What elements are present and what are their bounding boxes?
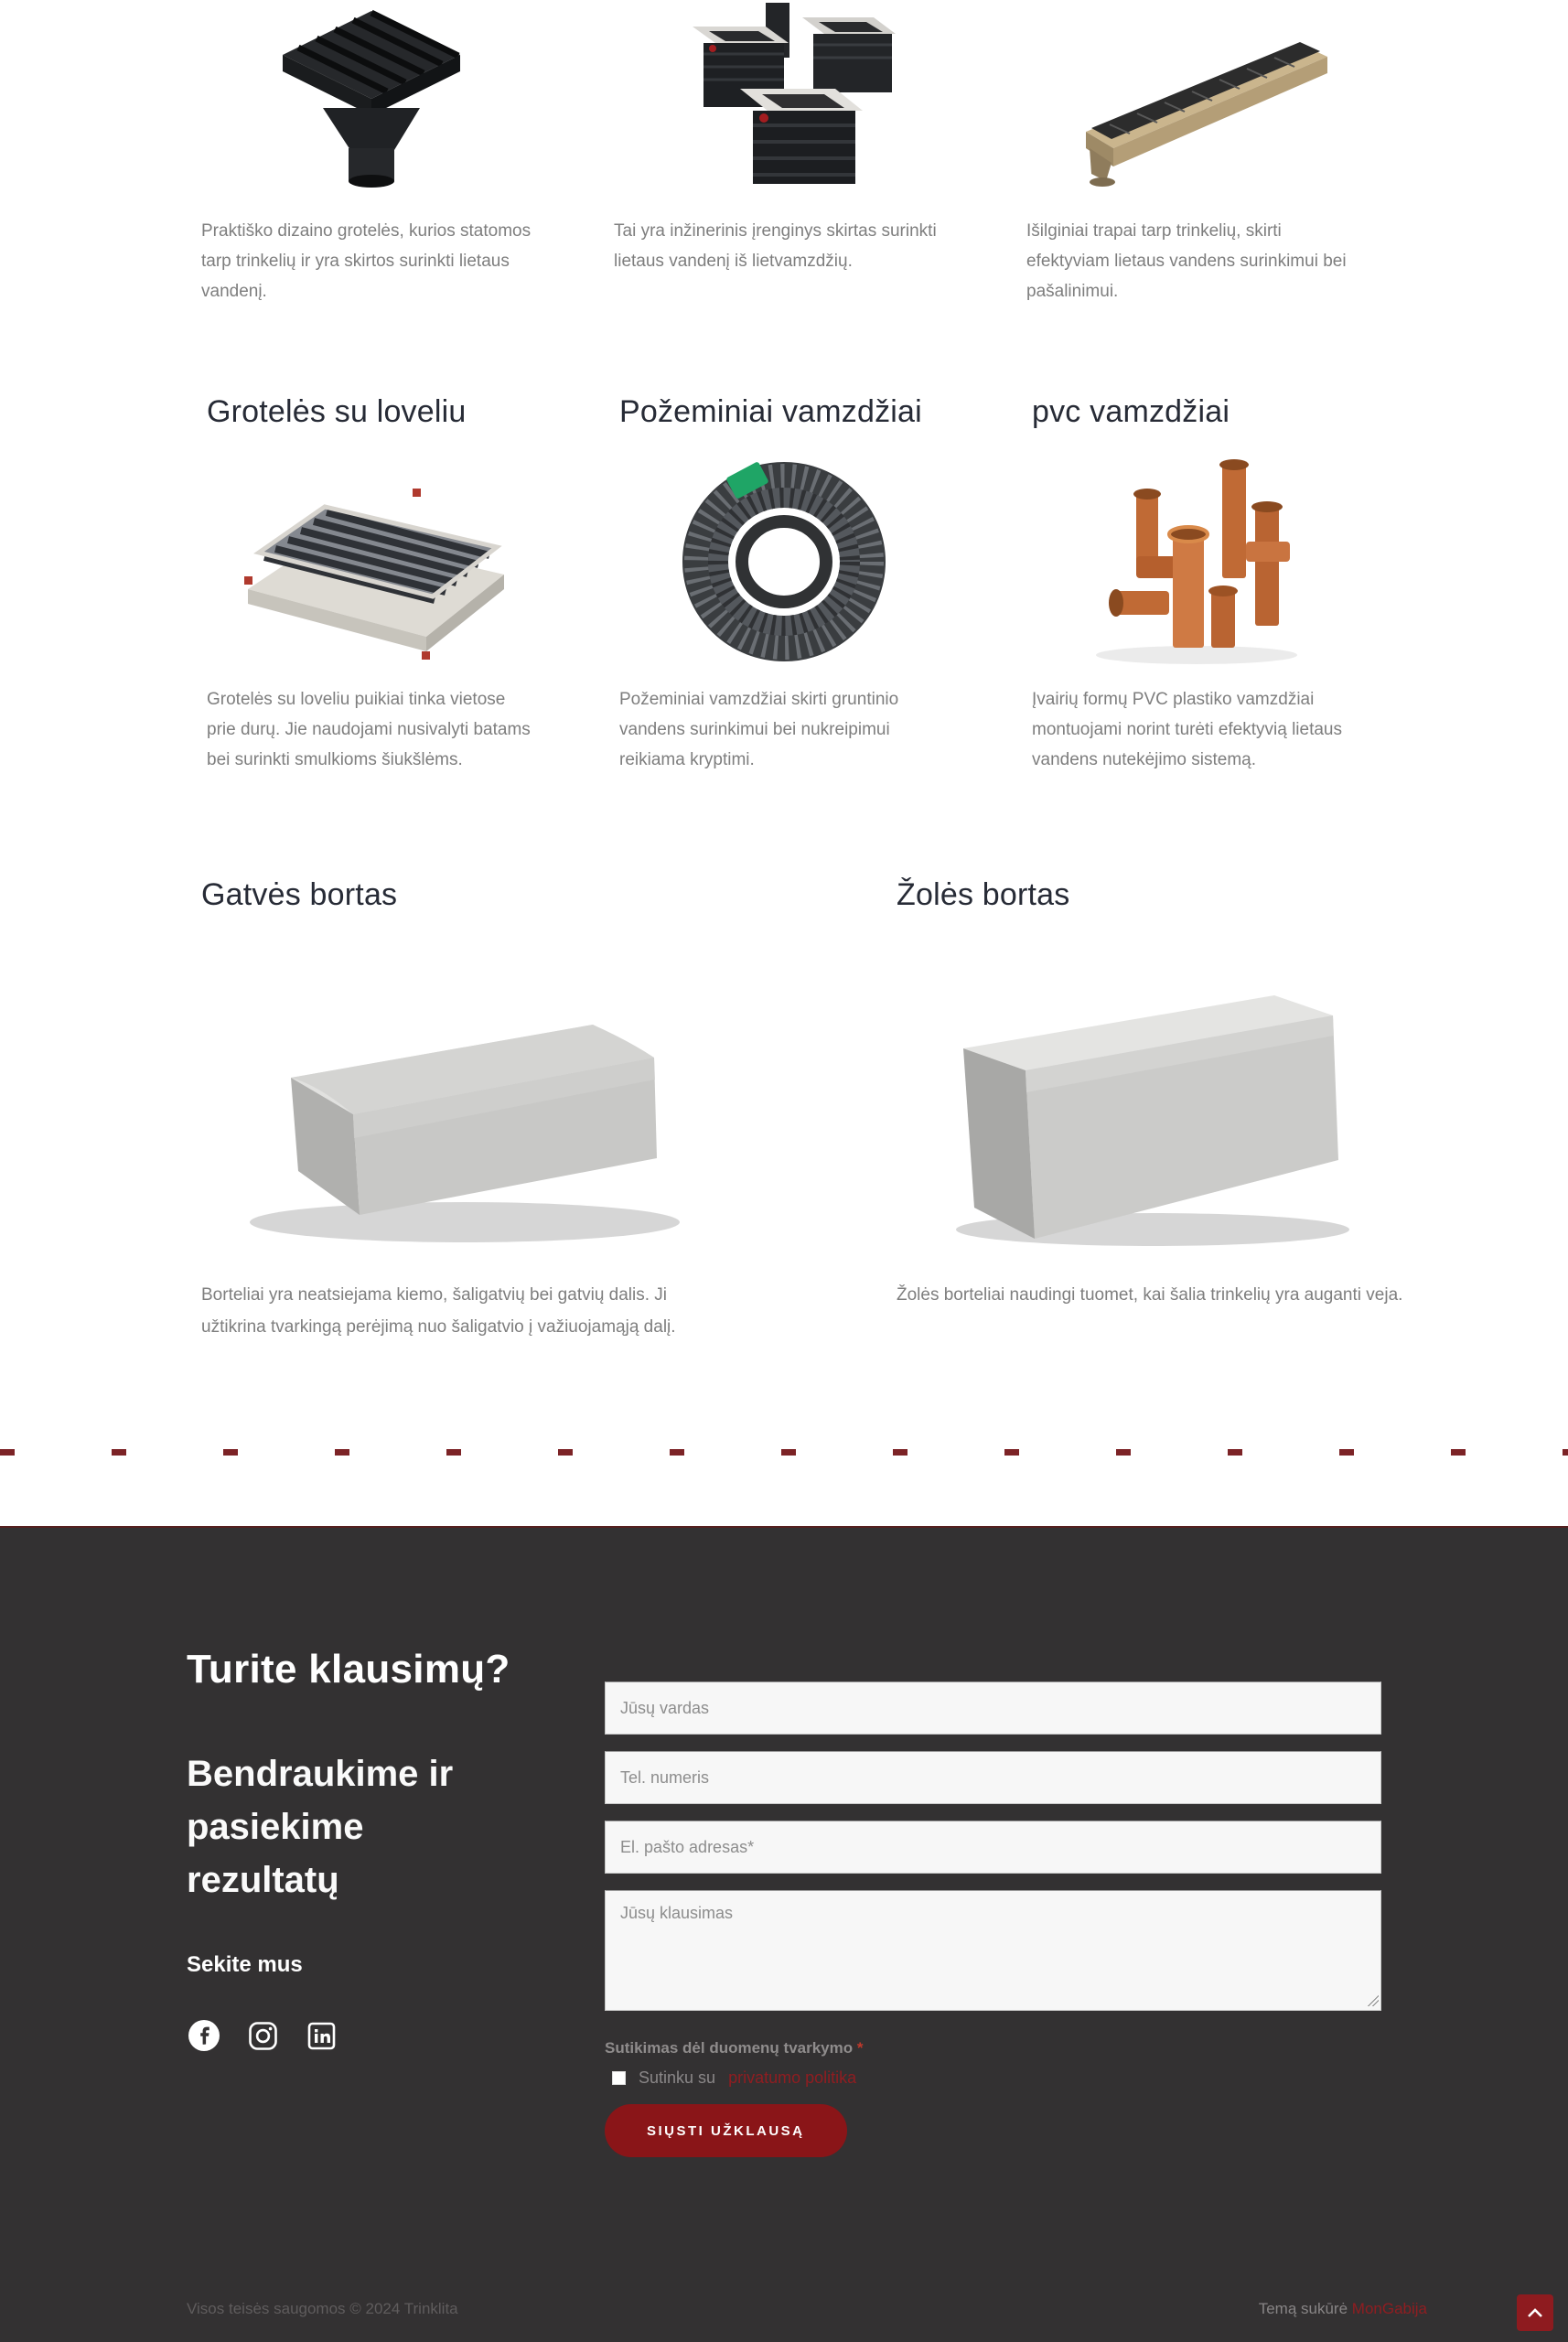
product-card — [166, 394, 578, 775]
product-description: Tai yra inžinerinis įrenginys skirtas surinkti lietaus vandenį iš lietvamzdžių. — [614, 221, 937, 271]
email-input[interactable] — [605, 1821, 1381, 1874]
product-description: Praktiško dizaino grotelės, kurios statomos tarp trinkelių ir yra skirtos surinkti lietaus vandenį. — [201, 221, 532, 301]
products-row-3 — [201, 877, 1568, 1343]
consent-checkbox[interactable] — [612, 2071, 626, 2085]
product-description: Įvairių formų PVC plastiko vamzdžiai montuojami norint turėti efektyvią lietaus vandens nutekėjimo sistemą. — [1032, 690, 1342, 769]
contact-form — [605, 1681, 1381, 2157]
street-curb-image — [201, 922, 727, 1274]
product-title: Požeminiai vamzdžiai — [619, 394, 922, 429]
message-textarea[interactable] — [605, 1890, 1381, 2011]
product-title: Grotelės su loveliu — [207, 394, 467, 429]
consent-label — [605, 2039, 1381, 2057]
rain-catch-basins-image — [614, 0, 954, 188]
required-asterisk: * — [856, 2039, 864, 2057]
scroll-to-top-button[interactable] — [1517, 2294, 1553, 2331]
phone-input[interactable] — [605, 1751, 1381, 1804]
product-card — [991, 394, 1403, 775]
linkedin-icon[interactable] — [304, 2018, 338, 2053]
message-field-wrapper — [605, 1890, 1381, 2011]
product-card — [578, 394, 991, 775]
theme-author-link[interactable]: MonGabija — [1351, 2300, 1427, 2317]
products-row-1 — [166, 0, 1403, 306]
product-description: Išilginiai trapai tarp trinkelių, skirti efektyviam lietaus vandens surinkimui bei pašalinimui. — [1026, 221, 1347, 301]
product-description: Grotelės su loveliu puikiai tinka vietose prie durų. Jie naudojami nusivalyti batams bei surinkti smulkioms šiukšlėms. — [207, 690, 531, 769]
product-description: Požeminiai vamzdžiai skirti gruntinio vandens surinkimui bei nukreipimui reikiama kryptimi. — [619, 690, 899, 769]
product-title: Gatvės bortas — [201, 877, 398, 912]
consent-text: Sutinku su — [639, 2068, 716, 2087]
product-card — [897, 877, 1445, 1343]
product-title: Žolės bortas — [897, 877, 1070, 912]
products-row-2 — [166, 394, 1403, 775]
theme-credit — [1259, 2300, 1427, 2318]
follow-us-label: Sekite mus — [187, 1952, 303, 1977]
doormat-grate-tray-image — [207, 446, 536, 675]
social-links — [187, 2018, 553, 2053]
footer-heading-questions: Turite klausimų? — [187, 1647, 510, 1692]
pvc-fittings-image — [1032, 446, 1361, 675]
send-request-button[interactable]: SIŲSTI UŽKLAUSĄ — [605, 2104, 847, 2157]
product-description: Borteliai yra neatsiejama kiemo, šaligatvių bei gatvių dalis. Ji užtikrina tvarkingą perėjimą nuo šaligatvio į važiuojamąją dalį. — [201, 1285, 676, 1337]
product-title: pvc vamzdžiai — [1032, 394, 1230, 429]
consent-row — [605, 2068, 1381, 2088]
footer-contact-intro — [187, 1647, 553, 2157]
theme-credit-text: Temą sukūrė — [1258, 2300, 1348, 2317]
copyright-text: Visos teisės saugomos © 2024 Trinklita — [187, 2300, 458, 2317]
privacy-policy-link[interactable]: privatumo politika — [728, 2068, 857, 2087]
footer-heading-cta: Bendraukime ir pasiekime rezultatų — [187, 1754, 454, 1900]
product-card — [201, 877, 897, 1343]
product-description: Žolės borteliai naudingi tuomet, kai šalia trinkelių yra auganti veja. — [897, 1285, 1403, 1305]
paving-grate-drain-image — [201, 0, 542, 188]
chevron-up-icon — [1527, 2307, 1543, 2318]
footer-top-dashed-divider — [0, 1449, 1568, 1456]
linear-drain-channel-image — [1026, 0, 1367, 188]
drainage-pipe-coil-image — [619, 446, 949, 675]
product-card — [578, 0, 991, 306]
name-input[interactable] — [605, 1681, 1381, 1735]
lawn-curb-image — [897, 922, 1409, 1274]
facebook-icon[interactable] — [187, 2018, 221, 2053]
instagram-icon[interactable] — [245, 2018, 280, 2053]
product-card — [166, 0, 578, 306]
consent-label-text: Sutikimas dėl duomenų tvarkymo — [605, 2039, 854, 2057]
footer — [0, 1526, 1568, 2342]
product-card — [991, 0, 1403, 306]
footer-bottom-bar — [187, 2300, 1427, 2318]
